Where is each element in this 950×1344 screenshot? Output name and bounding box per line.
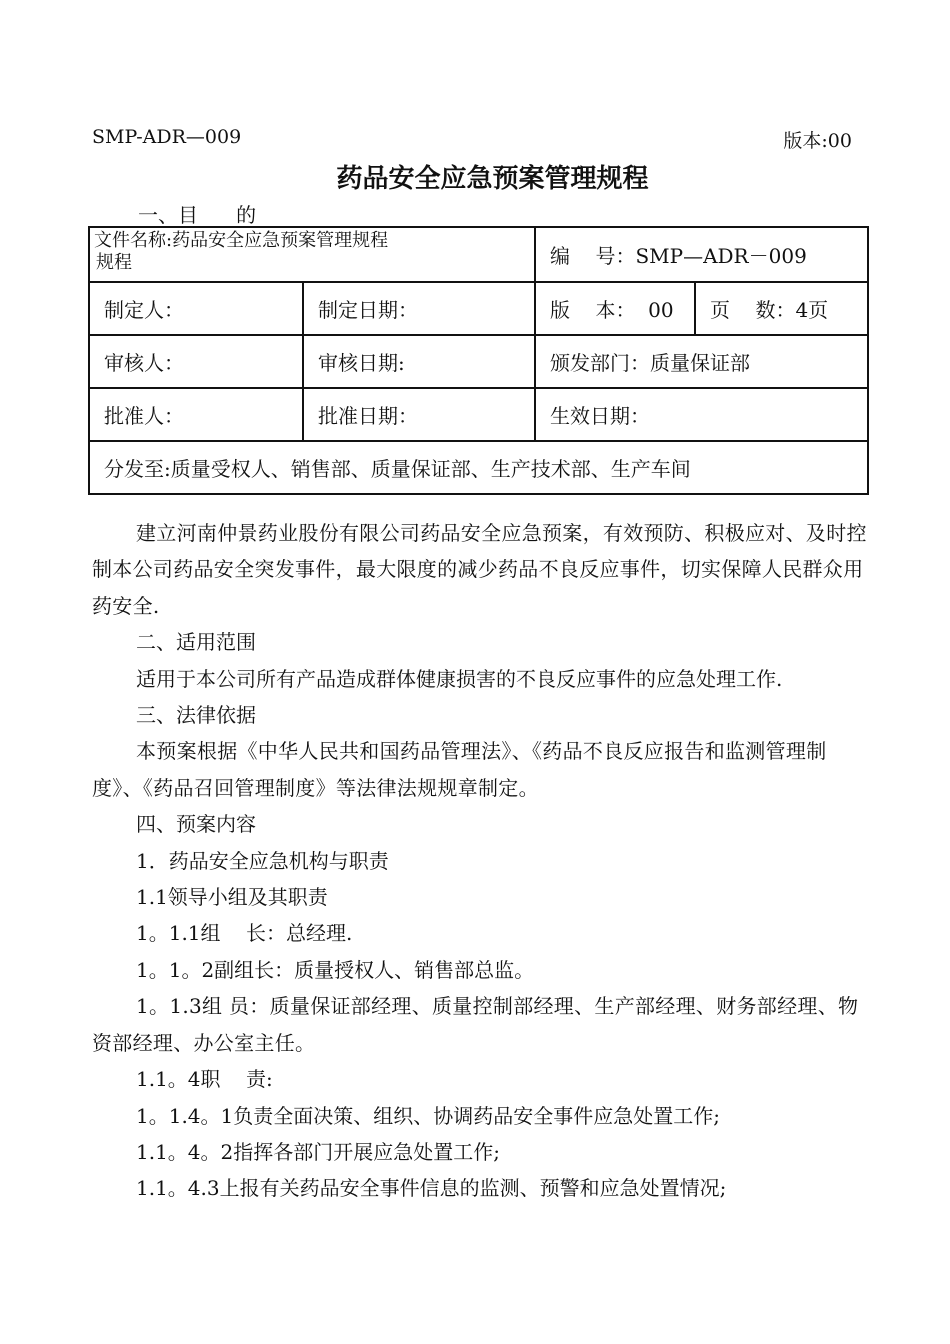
document-number: 编 号：SMP—ADR－009 bbox=[535, 227, 868, 282]
author-date-cell: 制定日期： bbox=[303, 282, 535, 335]
review-date-cell: 审核日期: bbox=[303, 335, 535, 388]
list-item: 1．药品安全应急机构与职责 bbox=[136, 848, 389, 873]
section-heading-legal: 三、法律依据 bbox=[136, 703, 256, 728]
list-item: 1。1.4。1负责全面决策、组织、协调药品安全事件应急处置工作; bbox=[136, 1103, 720, 1128]
section-heading-content: 四、预案内容 bbox=[136, 812, 256, 837]
purpose-paragraph: 建立河南仲景药业股份有限公司药品安全应急预案，有效预防、积极应对、及时控制本公司药品安全突发事件，最大限度的减少药品不良反应事件，切实保障人民群众用药安全. bbox=[92, 521, 867, 618]
list-item: 1.1。4职 责: bbox=[136, 1067, 273, 1092]
list-item: 1.1领导小组及其职责 bbox=[136, 885, 328, 910]
version-label: 版本:00 bbox=[783, 130, 852, 152]
page-count-cell: 页 数：4页 bbox=[695, 282, 868, 335]
reviewer-cell: 审核人： bbox=[89, 335, 303, 388]
distribution-cell: 分发至:质量受权人、销售部、质量保证部、生产技术部、生产车间 bbox=[89, 441, 868, 494]
list-item: 1。1.1组 长：总经理. bbox=[136, 921, 353, 946]
author-cell: 制定人： bbox=[89, 282, 303, 335]
effective-date-cell: 生效日期： bbox=[535, 388, 868, 441]
document-title: 药品安全应急预案管理规程 bbox=[336, 164, 649, 194]
section-heading-purpose: 一、目 的 bbox=[138, 203, 257, 227]
file-name-continued: 规程 bbox=[96, 252, 132, 273]
document-code: SMP-ADR—009 bbox=[92, 126, 242, 148]
issuing-dept-cell: 颁发部门：质量保证部 bbox=[535, 335, 868, 388]
legal-basis-paragraph: 本预案根据《中华人民共和国药品管理法》、《药品不良反应报告和监测管理制度》、《药品召回管理制度》等法律法规规章制定。 bbox=[92, 739, 827, 800]
list-item: 1。1.3组 员：质量保证部经理、质量控制部经理、生产部经理、财务部经理、物资部经理、办公室主任。 bbox=[92, 994, 859, 1055]
version-cell: 版 本： 00 bbox=[535, 282, 695, 335]
list-item: 1。1。2副组长：质量授权人、销售部总监。 bbox=[136, 957, 535, 982]
file-name-cell bbox=[89, 227, 535, 282]
document-info-table bbox=[88, 226, 869, 495]
approver-cell: 批准人： bbox=[89, 388, 303, 441]
approval-date-cell: 批准日期： bbox=[303, 388, 535, 441]
list-item: 1.1。4.3上报有关药品安全事件信息的监测、预警和应急处置情况; bbox=[136, 1176, 727, 1201]
list-item: 1.1。4。2指挥各部门开展应急处置工作; bbox=[136, 1139, 500, 1164]
section-heading-scope: 二、适用范围 bbox=[136, 630, 256, 655]
file-name-label: 文件名称:药品安全应急预案管理规程 bbox=[94, 230, 389, 251]
document-body bbox=[92, 515, 870, 1207]
scope-paragraph: 适用于本公司所有产品造成群体健康损害的不良反应事件的应急处理工作. bbox=[136, 666, 783, 691]
